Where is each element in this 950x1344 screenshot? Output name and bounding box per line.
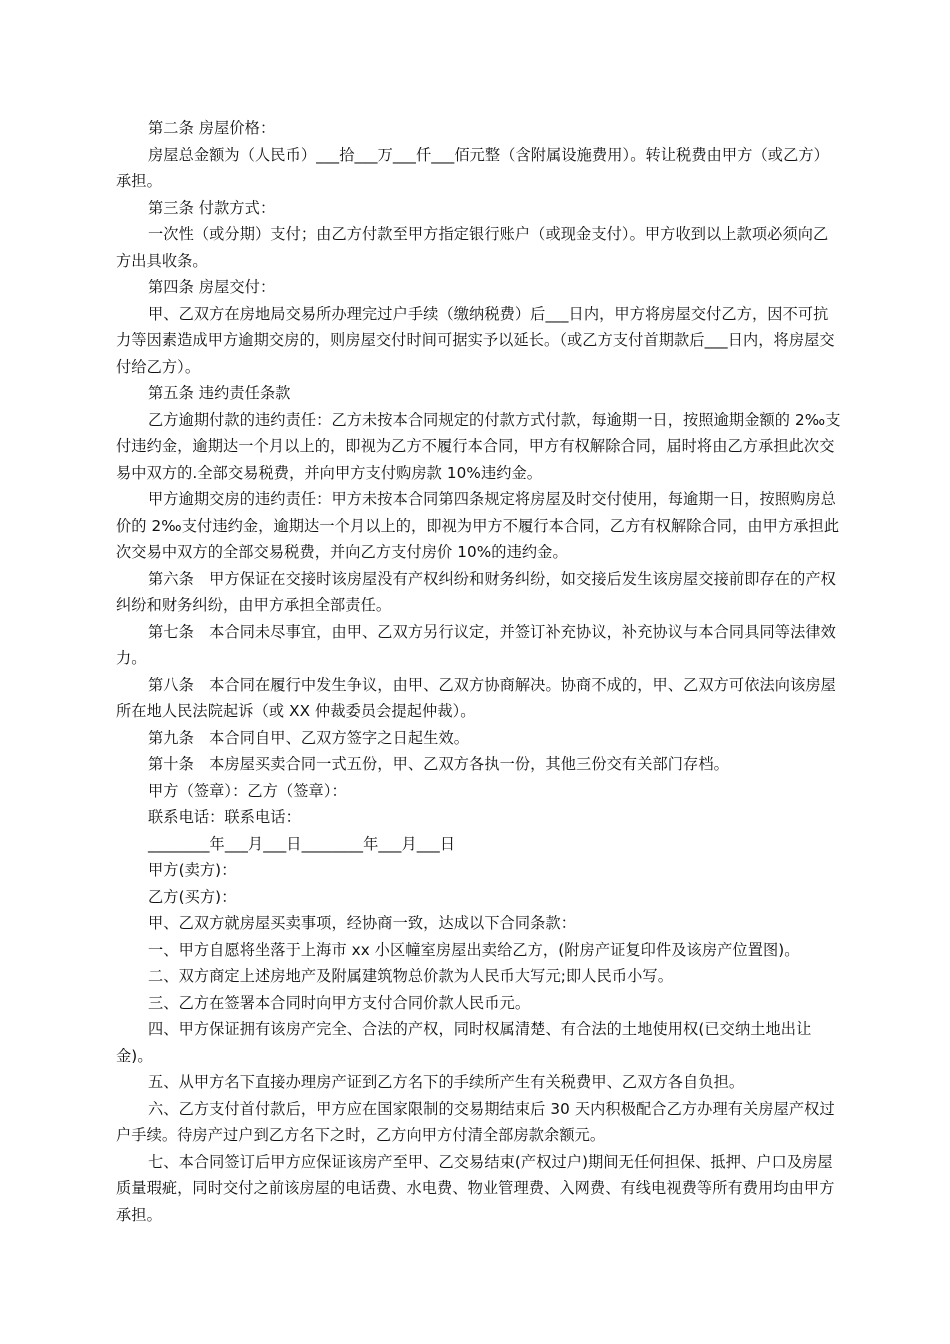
- clause-3-body: 一次性（或分期）支付；由乙方付款至甲方指定银行账户（或现金支付）。甲方收到以上款项必须向乙方出具收条。: [116, 225, 829, 270]
- clause-6: 第六条 甲方保证在交接时该房屋没有产权纠纷和财务纠纷，如交接后发生该房屋交接前即存在的产权纠纷和财务纠纷，由甲方承担全部责任。: [116, 569, 836, 614]
- clause-7: 第七条 本合同未尽事宜，由甲、乙双方另行议定，并签订补充协议，补充协议与本合同具同等法律效力。: [116, 622, 836, 667]
- contact-phone-line: 联系电话：联系电话：: [148, 808, 301, 826]
- agreement-intro: 甲、乙双方就房屋买卖事项，经协商一致，达成以下合同条款：: [148, 914, 577, 932]
- term-3: 三、乙方在签署本合同时向甲方支付合同价款人民币元。: [148, 993, 531, 1012]
- party-b-buyer: 乙方(买方)：: [148, 887, 237, 906]
- clause-4-heading: 第四条 房屋交付：: [148, 278, 276, 296]
- date-line: ________年___月___日________年___月___日: [148, 834, 456, 853]
- document-body: [116, 115, 842, 1228]
- clause-3-heading: 第三条 付款方式：: [148, 198, 276, 217]
- clause-2-body: 房屋总金额为（人民币）___拾___万___仟___佰元整（含附属设施费用）。转让税费由甲方（或乙方）承担。: [116, 145, 829, 190]
- clause-8: 第八条 本合同在履行中发生争议，由甲、乙双方协商解决。协商不成的，甲、乙双方可依法向该房屋所在地人民法院起诉（或 XX 仲裁委员会提起仲裁）。: [116, 675, 836, 720]
- clause-10: 第十条 本房屋买卖合同一式五份，甲、乙双方各执一份，其他三份交有关部门存档。: [148, 755, 729, 773]
- term-4: 四、甲方保证拥有该房产完全、合法的产权，同时权属清楚、有合法的土地使用权(已交纳土地出让金)。: [116, 1020, 812, 1065]
- term-7: 七、本合同签订后甲方应保证该房产至甲、乙交易结束(产权过户)期间无任何担保、抵押、户口及房屋质量瑕疵，同时交付之前该房屋的电话费、水电费、物业管理费、入网费、有线电视费等所有费用均由甲方承担。: [116, 1152, 835, 1224]
- clause-5-seller-liability: 甲方逾期交房的违约责任：甲方未按本合同第四条规定将房屋及时交付使用，每逾期一日，按照购房总价的 2‰支付违约金，逾期达一个月以上的，即视为甲方不履行本合同，乙方有权解除合同，由甲方承担此次交易中双方的全部交易税费，并向乙方支付房价 10%的违约金。: [116, 490, 840, 561]
- party-a-seller: 甲方(卖方)：: [148, 861, 237, 879]
- clause-2-heading: 第二条 房屋价格：: [148, 119, 276, 137]
- clause-5-heading: 第五条 违约责任条款: [148, 384, 291, 402]
- term-5: 五、从甲方名下直接办理房产证到乙方名下的手续所产生有关税费甲、乙双方各自负担。: [148, 1073, 745, 1091]
- clause-9: 第九条 本合同自甲、乙双方签字之日起生效。: [148, 728, 470, 747]
- term-1: 一、甲方自愿将坐落于上海市 xx 小区幢室房屋出卖给乙方，(附房产证复印件及该房产位置图)。: [148, 940, 800, 959]
- term-6: 六、乙方支付首付款后，甲方应在国家限制的交易期结束后 30 天内积极配合乙方办理有关房屋产权过户手续。待房产过户到乙方名下之时，乙方向甲方付清全部房款余额元。: [116, 1099, 835, 1144]
- signature-line: 甲方（签章）：乙方（签章）：: [148, 781, 347, 800]
- term-2: 二、双方商定上述房地产及附属建筑物总价款为人民币大写元;即人民币小写。: [148, 967, 673, 985]
- clause-4-body: 甲、乙双方在房地局交易所办理完过户手续（缴纳税费）后___日内，甲方将房屋交付乙方，因不可抗力等因素造成甲方逾期交房的，则房屋交付时间可据实予以延长。（或乙方支付首期款后___日内，将房屋交付给乙方）。: [116, 304, 835, 376]
- clause-5-buyer-liability: 乙方逾期付款的违约责任：乙方未按本合同规定的付款方式付款，每逾期一日，按照逾期金额的 2‰支付违约金，逾期达一个月以上的，即视为乙方不履行本合同，甲方有权解除合同，届时将由乙方承担此次交易中双方的.全部交易税费，并向甲方支付购房款 10%违约金。: [116, 410, 841, 482]
